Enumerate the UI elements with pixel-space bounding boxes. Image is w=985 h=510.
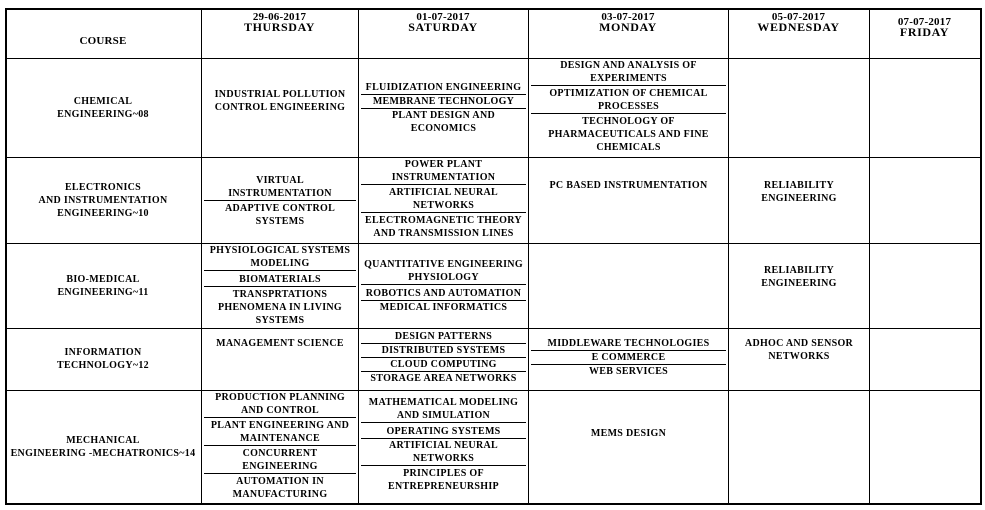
subject: DESIGN PATTERNS (361, 330, 526, 344)
subject-cell (202, 328, 358, 390)
course-cell: MECHANICAL ENGINEERING -MECHATRONICS~14 (10, 434, 196, 459)
subject: DESIGN AND ANALYSIS OF EXPERIMENTS (531, 59, 726, 86)
subject-cell (202, 243, 358, 328)
subject: PC BASED INSTRUMENTATION (549, 180, 708, 191)
subject-cell (729, 243, 869, 328)
subject: WEB SERVICES (588, 366, 669, 377)
header-date-col (358, 12, 528, 32)
subject: VIRTUAL INSTRUMENTATION (204, 174, 356, 201)
subject-cell (529, 390, 728, 503)
header-date: 07-07-2017 (897, 16, 952, 28)
subject: ARTIFICIAL NEURAL NETWORKS (361, 186, 526, 213)
subject-cell (202, 390, 358, 503)
subject: MIDDLEWARE TECHNOLOGIES (531, 337, 726, 351)
subject-cell (359, 58, 528, 157)
subject-cell (202, 58, 358, 157)
subject: ADAPTIVE CONTROL SYSTEMS (224, 203, 336, 227)
subject: MEMS DESIGN (590, 428, 667, 439)
header-date-col (869, 17, 980, 37)
subject: PHYSIOLOGICAL SYSTEMS MODELING (204, 244, 356, 271)
subject: AUTOMATION IN MANUFACTURING (232, 476, 328, 500)
course-cell: CHEMICAL ENGINEERING~08 (57, 95, 149, 120)
subject: QUANTITATIVE ENGINEERING PHYSIOLOGY (361, 258, 526, 285)
subject: CLOUD COMPUTING (361, 358, 526, 372)
subject: ARTIFICIAL NEURAL NETWORKS (361, 439, 526, 466)
header-date-col (728, 12, 869, 32)
subject-cell (529, 157, 728, 243)
course-cell: INFORMATION TECHNOLOGY~12 (57, 347, 149, 371)
subject: ELECTROMAGNETIC THEORY AND TRANSMISSION LINES (365, 215, 522, 239)
header-date: 03-07-2017 (601, 11, 655, 23)
header-day: THURSDAY (243, 20, 316, 34)
subject: RELIABILITY ENGINEERING (761, 265, 837, 289)
header-date: 29-06-2017 (252, 11, 307, 23)
subject: MEMBRANE TECHNOLOGY (361, 95, 526, 109)
subject: STORAGE AREA NETWORKS (370, 373, 517, 384)
subject: ADHOC AND SENSOR NETWORKS (744, 338, 854, 362)
subject: PLANT DESIGN AND ECONOMICS (392, 110, 495, 134)
header-day: FRIDAY (899, 25, 950, 39)
header-course: COURSE (79, 35, 127, 47)
subject: OPTIMIZATION OF CHEMICAL PROCESSES (531, 87, 726, 114)
header-day: WEDNESDAY (757, 20, 840, 34)
exam-timetable (5, 8, 982, 505)
subject: OPERATING SYSTEMS (361, 425, 526, 439)
subject-cell (359, 390, 528, 503)
subject-cell (729, 157, 869, 243)
subject: POWER PLANT INSTRUMENTATION (361, 158, 526, 185)
subject-cell (529, 58, 728, 157)
subject: MEDICAL INFORMATICS (379, 302, 508, 313)
subject: E COMMERCE (531, 351, 726, 365)
course-cell: BIO-MEDICAL ENGINEERING~11 (57, 273, 149, 298)
subject-cell (359, 328, 528, 390)
header-date: 05-07-2017 (771, 11, 826, 23)
subject: BIOMATERIALS (204, 273, 356, 287)
subject-cell (529, 328, 728, 390)
subject: PLANT ENGINEERING AND MAINTENANCE (204, 419, 356, 446)
subject: PRODUCTION PLANNING AND CONTROL (204, 391, 356, 418)
subject: INDUSTRIAL POLLUTION CONTROL ENGINEERING (214, 89, 346, 113)
subject: MANAGEMENT SCIENCE (216, 338, 344, 349)
subject: MATHEMATICAL MODELING AND SIMULATION (361, 396, 526, 423)
subject: CONCURRENT ENGINEERING (204, 447, 356, 474)
subject: TRANSPRTATIONS PHENOMENA IN LIVING SYSTEMS (217, 289, 343, 326)
header-day: MONDAY (599, 20, 657, 34)
header-date-col (528, 12, 728, 32)
subject: PRINCIPLES OF ENTREPRENEURSHIP (388, 468, 499, 492)
course-cell: ELECTRONICS AND INSTRUMENTATION ENGINEERING~10 (38, 181, 168, 219)
subject: DISTRIBUTED SYSTEMS (361, 344, 526, 358)
header-date-col (201, 12, 358, 32)
subject-cell (202, 157, 358, 243)
subject-cell (729, 328, 869, 390)
subject: ROBOTICS AND AUTOMATION (361, 287, 526, 301)
subject: RELIABILITY ENGINEERING (761, 180, 837, 204)
subject: FLUIDIZATION ENGINEERING (361, 81, 526, 95)
subject: TECHNOLOGY OF PHARMACEUTICALS AND FINE CHEMICALS (548, 116, 709, 153)
subject-cell (359, 157, 528, 243)
subject-cell (359, 243, 528, 328)
header-day: SATURDAY (408, 20, 478, 34)
header-date: 01-07-2017 (416, 11, 470, 23)
